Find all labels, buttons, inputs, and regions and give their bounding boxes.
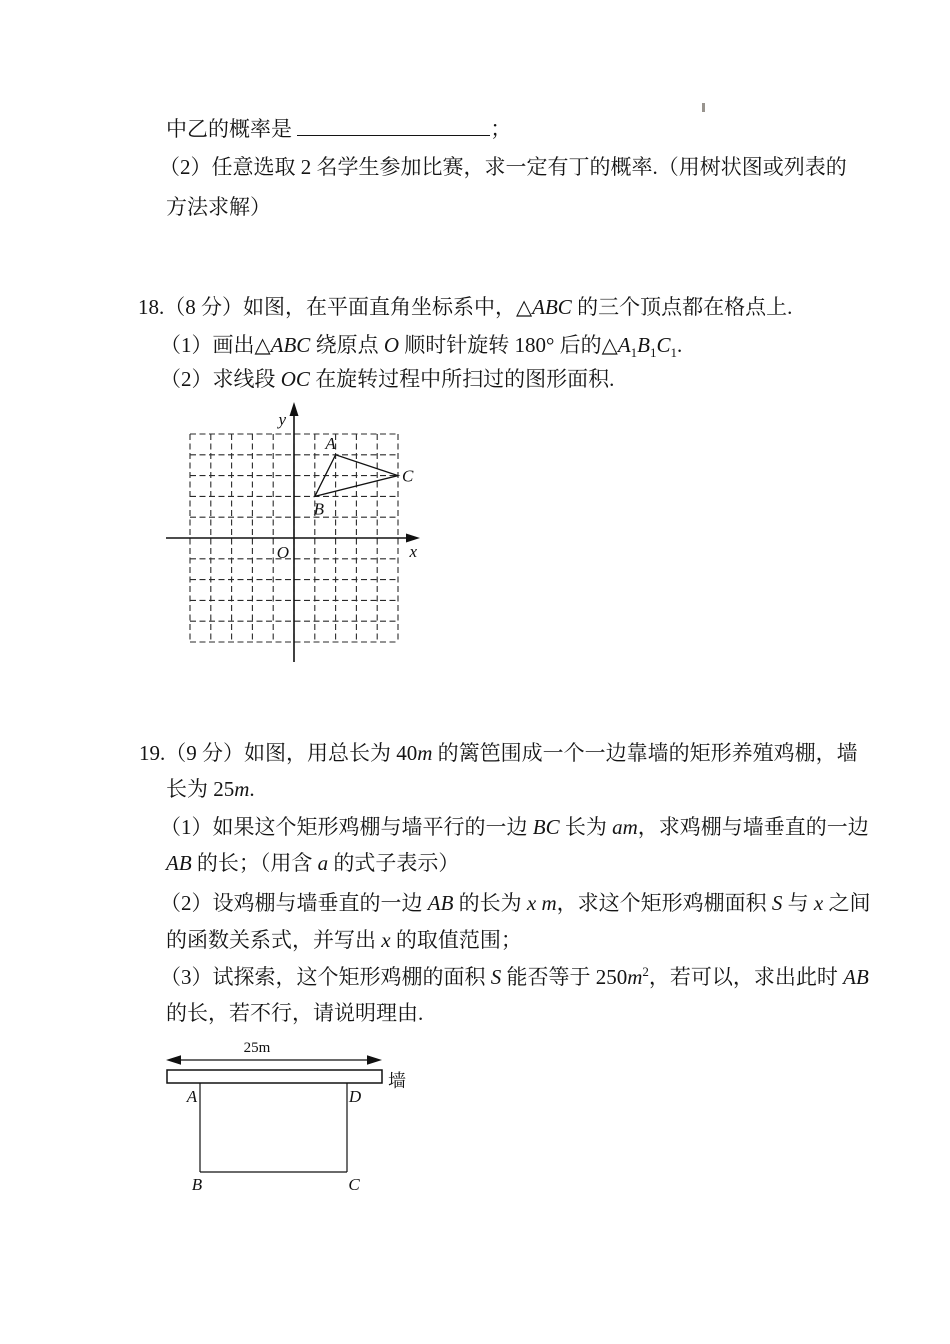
p17-question2-line2: 方法求解） [166,195,271,219]
corner-label-d: D [348,1087,362,1106]
coordinate-grid-svg [158,396,438,686]
arrow-right-head [367,1055,382,1065]
stray-mark [702,103,705,112]
answer-blank [297,114,490,136]
y-axis-label: y [278,410,286,429]
wall-rectangle-svg [158,1032,448,1202]
p18-question1-line: （1）画出△ABC 绕原点 O 顺时针旋转 180° 后的$\triangle A_1B_1C_1$. [160,333,683,361]
origin-label: O [276,543,289,562]
wall-label: 墙 [388,1071,406,1091]
p19-question3-line: （3）试探索，这个矩形鸡棚的面积 S 能否等于 $250m^2$，若可以，求出此时 AB [160,964,869,989]
length-label: 25m [243,1040,271,1056]
corner-label-c: C [348,1175,360,1194]
vertex-label-c: C [402,466,414,486]
p19-title-line: 19.（9 分）如图，用总长为 40m 的篱笆围成一个一边靠墙的矩形养殖鸡棚，墙 [139,741,858,765]
p19-question1-line: （1）如果这个矩形鸡棚与墙平行的一边 BC 长为 am，求鸡棚与墙垂直的一边 [160,815,869,839]
arrow-left-head [166,1055,181,1065]
p19-question3-line2: 的长，若不行，请说明理由. [166,1001,424,1025]
wall-rect [167,1070,382,1083]
figure-coordinate-grid [158,396,438,686]
corner-label-b: B [191,1175,203,1194]
p18-question2-line: （2）求线段 OC 在旋转过程中所扫过的图形面积. [160,367,615,391]
vertex-label-b: B [313,499,324,519]
p19-title-line2: 长为 25m. [166,777,255,801]
y-axis-arrow [290,402,299,416]
p19-question1-line2: AB 的长；（用含 a 的式子表示） [166,851,460,875]
x-axis-label: x [409,542,417,561]
figure-wall-rectangle [158,1032,448,1202]
p19-question2-line2: 的函数关系式，并写出 x 的取值范围； [166,928,522,952]
vertex-label-a: A [325,433,336,453]
corner-label-a: A [186,1087,198,1106]
p19-question2-line: （2）设鸡棚与墙垂直的一边 AB 的长为 x m，求这个矩形鸡棚面积 S 与 x 之间 [160,891,871,915]
p18-title-line: 18.（8 分）如图，在平面直角坐标系中，△ABC 的三个顶点都在格点上. [138,295,793,319]
p17-answer-line: 中乙的概率是 ； [166,110,511,148]
p17-question2-line: （2）任意选取 2 名学生参加比赛，求一定有丁的概率.（用树状图或列表的 [159,155,847,179]
